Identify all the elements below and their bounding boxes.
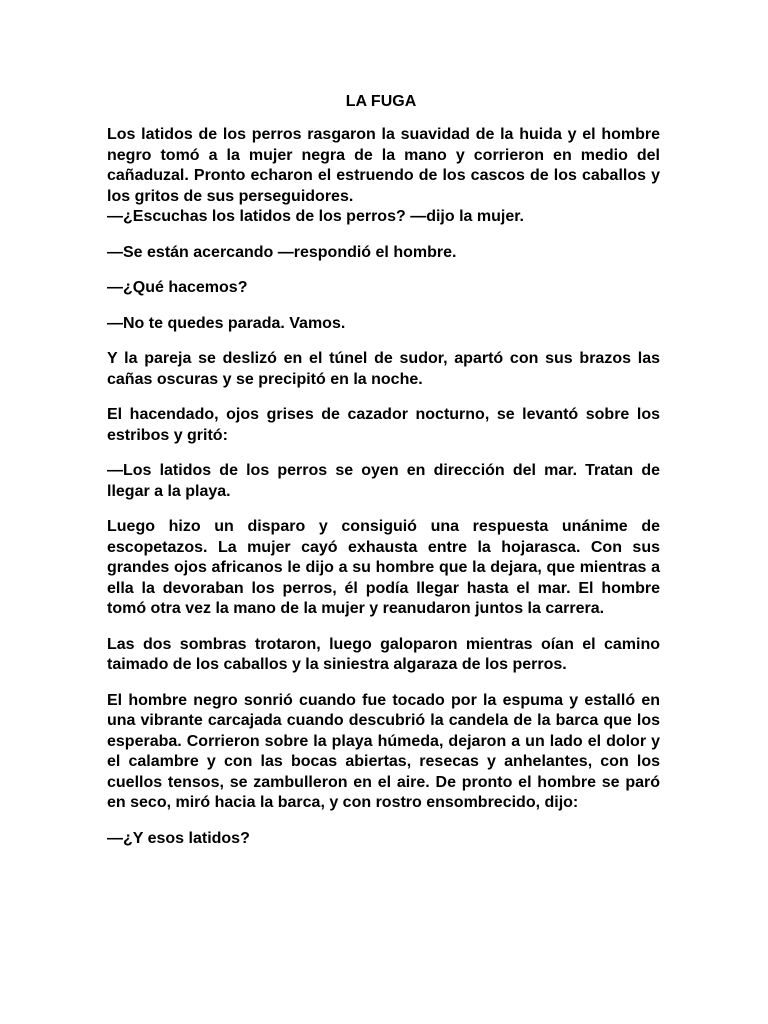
paragraph-7: El hacendado, ojos grises de cazador nocturno, se levantó sobre los estribos y gritó: [107,406,660,444]
paragraph-1: Los latidos de los perros rasgaron la suavidad de la huida y el hombre negro tomó a la mujer negra de la mano y corrieron en medio del cañaduzal. Pronto echaron el estruendo de los cascos de los caballos y los gritos de sus perseguidores. [107,126,660,205]
document-page [107,92,660,864]
document-title: LA FUGA [345,93,417,110]
paragraph-10: Las dos sombras trotaron, luego galoparon mientras oían el camino taimado de los caballos y la siniestra algaraza de los perros. [107,635,660,673]
paragraph-8: —Los latidos de los perros se oyen en dirección del mar. Tratan de llegar a la playa. [107,462,660,500]
paragraph-9: Luego hizo un disparo y consiguió una respuesta unánime de escopetazos. La mujer cayó exhausta entre la hojarasca. Con sus grandes ojos africanos le dijo a su hombre que la dejara, que mientras a ella la devoraban los perros, él podía llegar hasta el mar. El hombre tomó otra vez la mano de la mujer y reanudaron juntos la carrera. [107,518,660,617]
paragraph-12: —¿Y esos latidos? [107,829,250,847]
paragraph-2: —¿Escuchas los latidos de los perros? —dijo la mujer. [107,208,524,225]
paragraph-11: El hombre negro sonrió cuando fue tocado por la espuma y estalló en una vibrante carcajada cuando descubrió la candela de la barca que los esperaba. Corrieron sobre la playa húmeda, dejaron a un lado el dolor y el calambre y con las bocas abiertas, resecas y anhelantes, con los cuellos tensos, se zambulleron en el aire. De pronto el hombre se paró en seco, miró hacia la barca, y con rostro ensombrecido, dijo: [107,691,660,811]
paragraph-6: Y la pareja se deslizó en el túnel de sudor, apartó con sus brazos las cañas oscuras y se precipitó en la noche. [107,350,660,388]
paragraph-3: —Se están acercando —respondió el hombre. [107,243,457,261]
paragraph-5: —No te quedes parada. Vamos. [107,314,346,332]
paragraph-4: —¿Qué hacemos? [107,279,248,296]
